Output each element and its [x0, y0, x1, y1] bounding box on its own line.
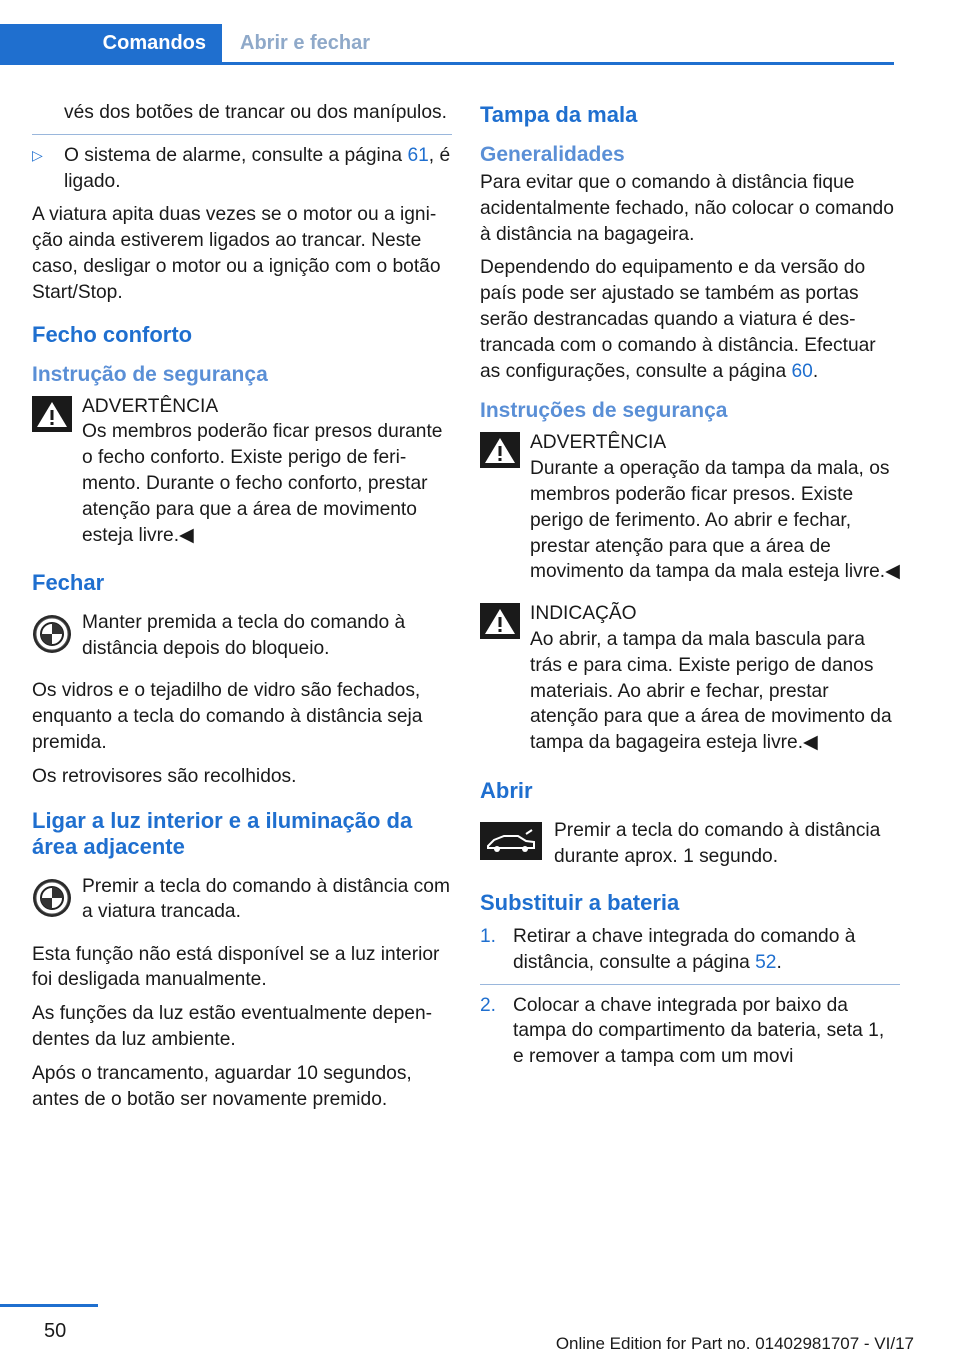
page-link-52[interactable]: 52 — [755, 951, 777, 973]
bmw-logo-icon — [32, 878, 72, 918]
heading-instrucao-seguranca: Instrução de segurança — [32, 362, 268, 386]
fechar-icon-text: Manter premida a tecla do comando à distância depois do bloqueio. — [82, 612, 406, 660]
notice-text: Ao abrir, a tampa da mala bascula para trás e para cima. Existe perigo de danos materiais. Ao abrir e fechar, prestar atenção para que a área de movimento da tampa da bagageira esteja livre.◀ — [530, 628, 892, 754]
heading-ligar-luz: Ligar a luz interior e a iluminação da área adjacente — [32, 807, 413, 859]
page-link-60[interactable]: 60 — [791, 360, 813, 382]
bullet-text-pre: O sistema de alarme, consulte a página — [64, 144, 408, 166]
heading-fechar: Fechar — [32, 570, 105, 596]
step-number: 2. — [480, 994, 497, 1016]
page-link-61[interactable]: 61 — [407, 144, 429, 166]
paragraph: Após o trancamento, aguardar 10 segundos, antes de o botão ser novamente premido. — [32, 1062, 412, 1110]
warning-triangle-icon — [32, 396, 72, 432]
warning-triangle-icon — [480, 603, 520, 639]
header-tabbar — [0, 24, 894, 65]
step-item: 1. Retirar a chave integrada do comando à distância, consulte a página 52. — [480, 925, 856, 973]
right-column — [480, 100, 900, 1078]
heading-fecho-conforto: Fecho conforto — [32, 321, 193, 347]
paragraph: As funções da luz estão eventualmente dependentes da luz ambiente. — [32, 1003, 433, 1050]
step-number: 1. — [480, 925, 497, 947]
page-number: 50 — [44, 1320, 67, 1342]
bullet-item — [32, 143, 452, 195]
left-column — [32, 100, 452, 1120]
warning-triangle-icon — [480, 432, 520, 468]
paragraph: Os retrovisores são recolhidos. — [32, 765, 297, 787]
bullet-text-post: , é ligado. — [64, 144, 451, 192]
divider — [480, 984, 900, 985]
paragraph: Esta função não está disponível se a luz interior foi desligada manualmente. — [32, 943, 440, 991]
heading-substituir-bateria: Substituir a bateria — [480, 889, 680, 915]
warning-block — [480, 430, 900, 585]
heading-tampa-da-mala: Tampa da mala — [480, 102, 638, 127]
warning-text: Os membros poderão ficar presos durante o fecho conforto. Existe perigo de ferimento. Durante o fecho conforto, prestar atenção para que a área de movimento esteja livre.◀ — [82, 421, 443, 546]
notice-block — [480, 601, 900, 756]
bullet-triangle-icon: ▷ — [32, 146, 43, 163]
footer-rule — [0, 1304, 98, 1307]
notice-title: INDICAÇÃO — [530, 603, 637, 625]
paragraph: Dependendo do equipamento e da versão do país pode ser ajustado se também as portas serão destrancadas quando a viatura é destrancada com o comando à distância. Efectuar as configurações, consulte a página 60. — [480, 257, 876, 382]
fechar-instruction — [32, 610, 452, 662]
luz-icon-text: Premir a tecla do comando à distância com a viatura trancada. — [82, 875, 450, 923]
tab-abrir-e-fechar[interactable]: Abrir e fechar — [240, 32, 371, 54]
heading-generalidades: Generalidades — [480, 143, 625, 166]
paragraph: A viatura apita duas vezes se o motor ou a ignição ainda estiverem ligados ao trancar. Neste caso, desligar o motor ou a ignição com o botão Start/Stop. — [32, 204, 441, 303]
tab-comandos[interactable]: Comandos — [0, 24, 222, 62]
bmw-logo-icon — [32, 614, 72, 654]
luz-instruction — [32, 874, 452, 926]
car-trunk-icon — [480, 822, 542, 860]
warning-title: ADVERTÊNCIA — [530, 432, 667, 454]
edition-note: Online Edition for Part no. 01402981707 - VI/17 — [555, 1334, 914, 1353]
paragraph: Os vidros e o tejadilho de vidro são fechados, enquanto a tecla do comando à distância seja premida. — [32, 680, 423, 753]
step-text: Colocar a chave integrada por baixo da tampa do compartimento da bateria, seta 1, e remover a tampa com um movi — [513, 994, 885, 1068]
warning-text: Durante a operação da tampa da mala, os membros poderão ficar presos. Existe perigo de ferimento. Ao abrir e fechar, prestar atenção para que a área de movimento da tampa da mala esteja livre.◀ — [530, 458, 900, 583]
warning-block — [32, 394, 452, 549]
heading-instrucoes-seguranca: Instruções de segurança — [480, 399, 728, 423]
abrir-instruction — [480, 818, 900, 870]
abrir-icon-text: Premir a tecla do comando à distância durante aprox. 1 segundo. — [554, 819, 881, 867]
heading-abrir: Abrir — [480, 777, 533, 803]
warning-title: ADVERTÊNCIA — [82, 395, 219, 417]
paragraph: Para evitar que o comando à distância fique acidentalmente fechado, não colocar o comando à distância na bagageira. — [480, 172, 894, 245]
step-item — [480, 993, 900, 1070]
divider — [32, 134, 452, 135]
continued-text: vés dos botões de trancar ou dos manípulos. — [64, 102, 447, 123]
